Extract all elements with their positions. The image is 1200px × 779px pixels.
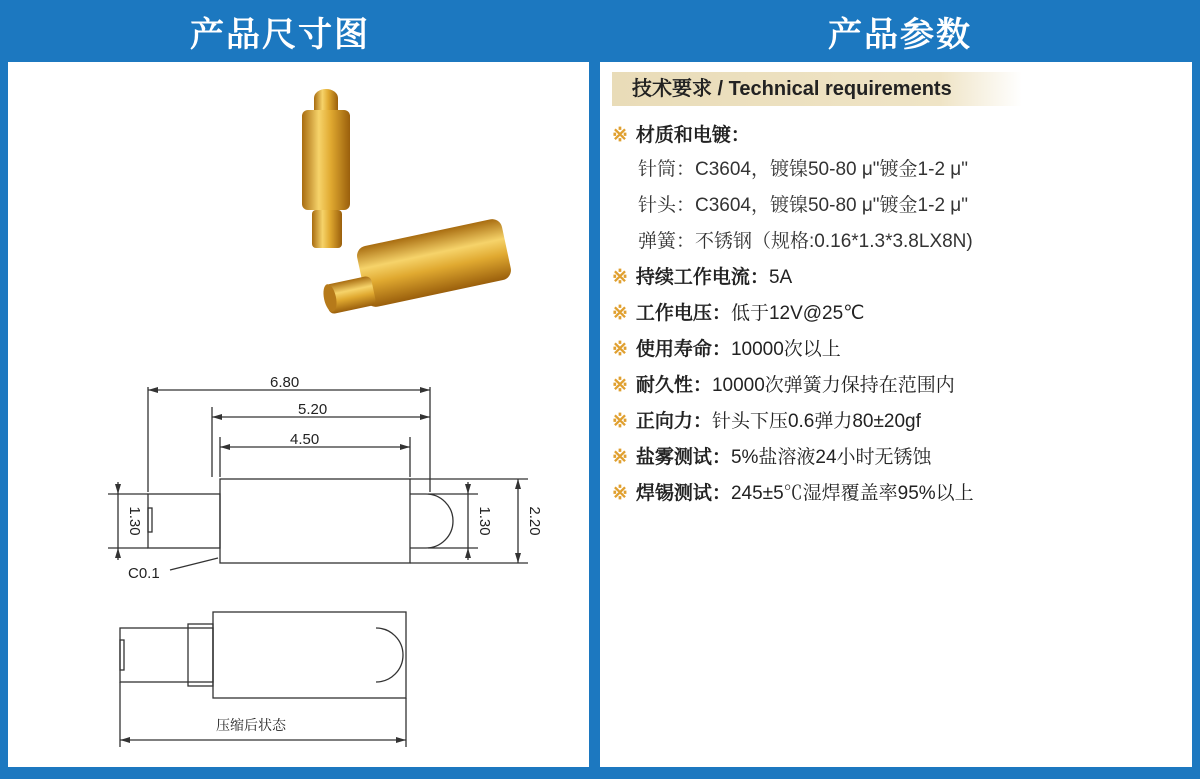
material-line-barrel: 针筒：C3604，镀镍50-80 μ"镀金1-2 μ": [638, 159, 968, 180]
bullet-icon: ※: [612, 411, 628, 432]
spec-row: ※ 使用寿命：10000次以上: [612, 339, 841, 360]
product-parameters-title: 产品参数: [828, 14, 972, 55]
material-line-plunger: 针头：C3604，镀镍50-80 μ"镀金1-2 μ": [638, 195, 968, 216]
drawing-canvas: [8, 62, 589, 767]
dim-head-diameter: 1.30: [476, 506, 493, 536]
spec-row: ※ 持续工作电流：5A: [612, 267, 793, 288]
dimension-drawing-title: 产品尺寸图: [190, 14, 370, 55]
bullet-icon: ※: [612, 303, 628, 324]
spec-row: ※ 焊锡测试：245±5℃湿焊覆盖率95%以上: [612, 483, 974, 504]
spec-row: ※ 正向力：针头下压0.6弹力80±20gf: [612, 411, 921, 432]
bullet-icon: ※: [612, 339, 628, 360]
chamfer-label: C0.1: [128, 565, 160, 582]
bullet-icon: ※: [612, 483, 628, 504]
spec-row: ※ 盐雾测试：5%盐溶液24小时无锈蚀: [612, 447, 932, 468]
drawing-panel: [8, 62, 589, 767]
dim-mid-length: 5.20: [298, 401, 328, 418]
technical-requirements-heading: 技术要求 / Technical requirements: [612, 72, 1022, 106]
dim-body-diameter: 2.20: [526, 506, 543, 536]
dim-pin-diameter: 1.30: [126, 506, 143, 536]
pogo-pin-photo-vertical: [302, 89, 350, 248]
spec-row: ※ 耐久性：10000次弹簧力保持在范围内: [612, 375, 955, 396]
material-line-spring: 弹簧：不锈钢（规格:0.16*1.3*3.8LX8N): [638, 231, 973, 252]
compressed-state-label: 压缩后状态: [216, 717, 286, 733]
dim-overall-length: 6.80: [270, 374, 300, 391]
pogo-pin-photo-horizontal: [321, 217, 513, 314]
bullet-icon: ※: [612, 447, 628, 468]
parameters-panel: [600, 62, 1192, 767]
bullet-icon: ※: [612, 375, 628, 396]
bullet-icon: ※: [612, 125, 628, 146]
bullet-icon: ※: [612, 267, 628, 288]
dim-body-length: 4.50: [290, 431, 320, 448]
material-label-row: ※ 材质和电镀：: [612, 125, 750, 146]
spec-row: ※ 工作电压：低于12V@25℃: [612, 303, 865, 324]
